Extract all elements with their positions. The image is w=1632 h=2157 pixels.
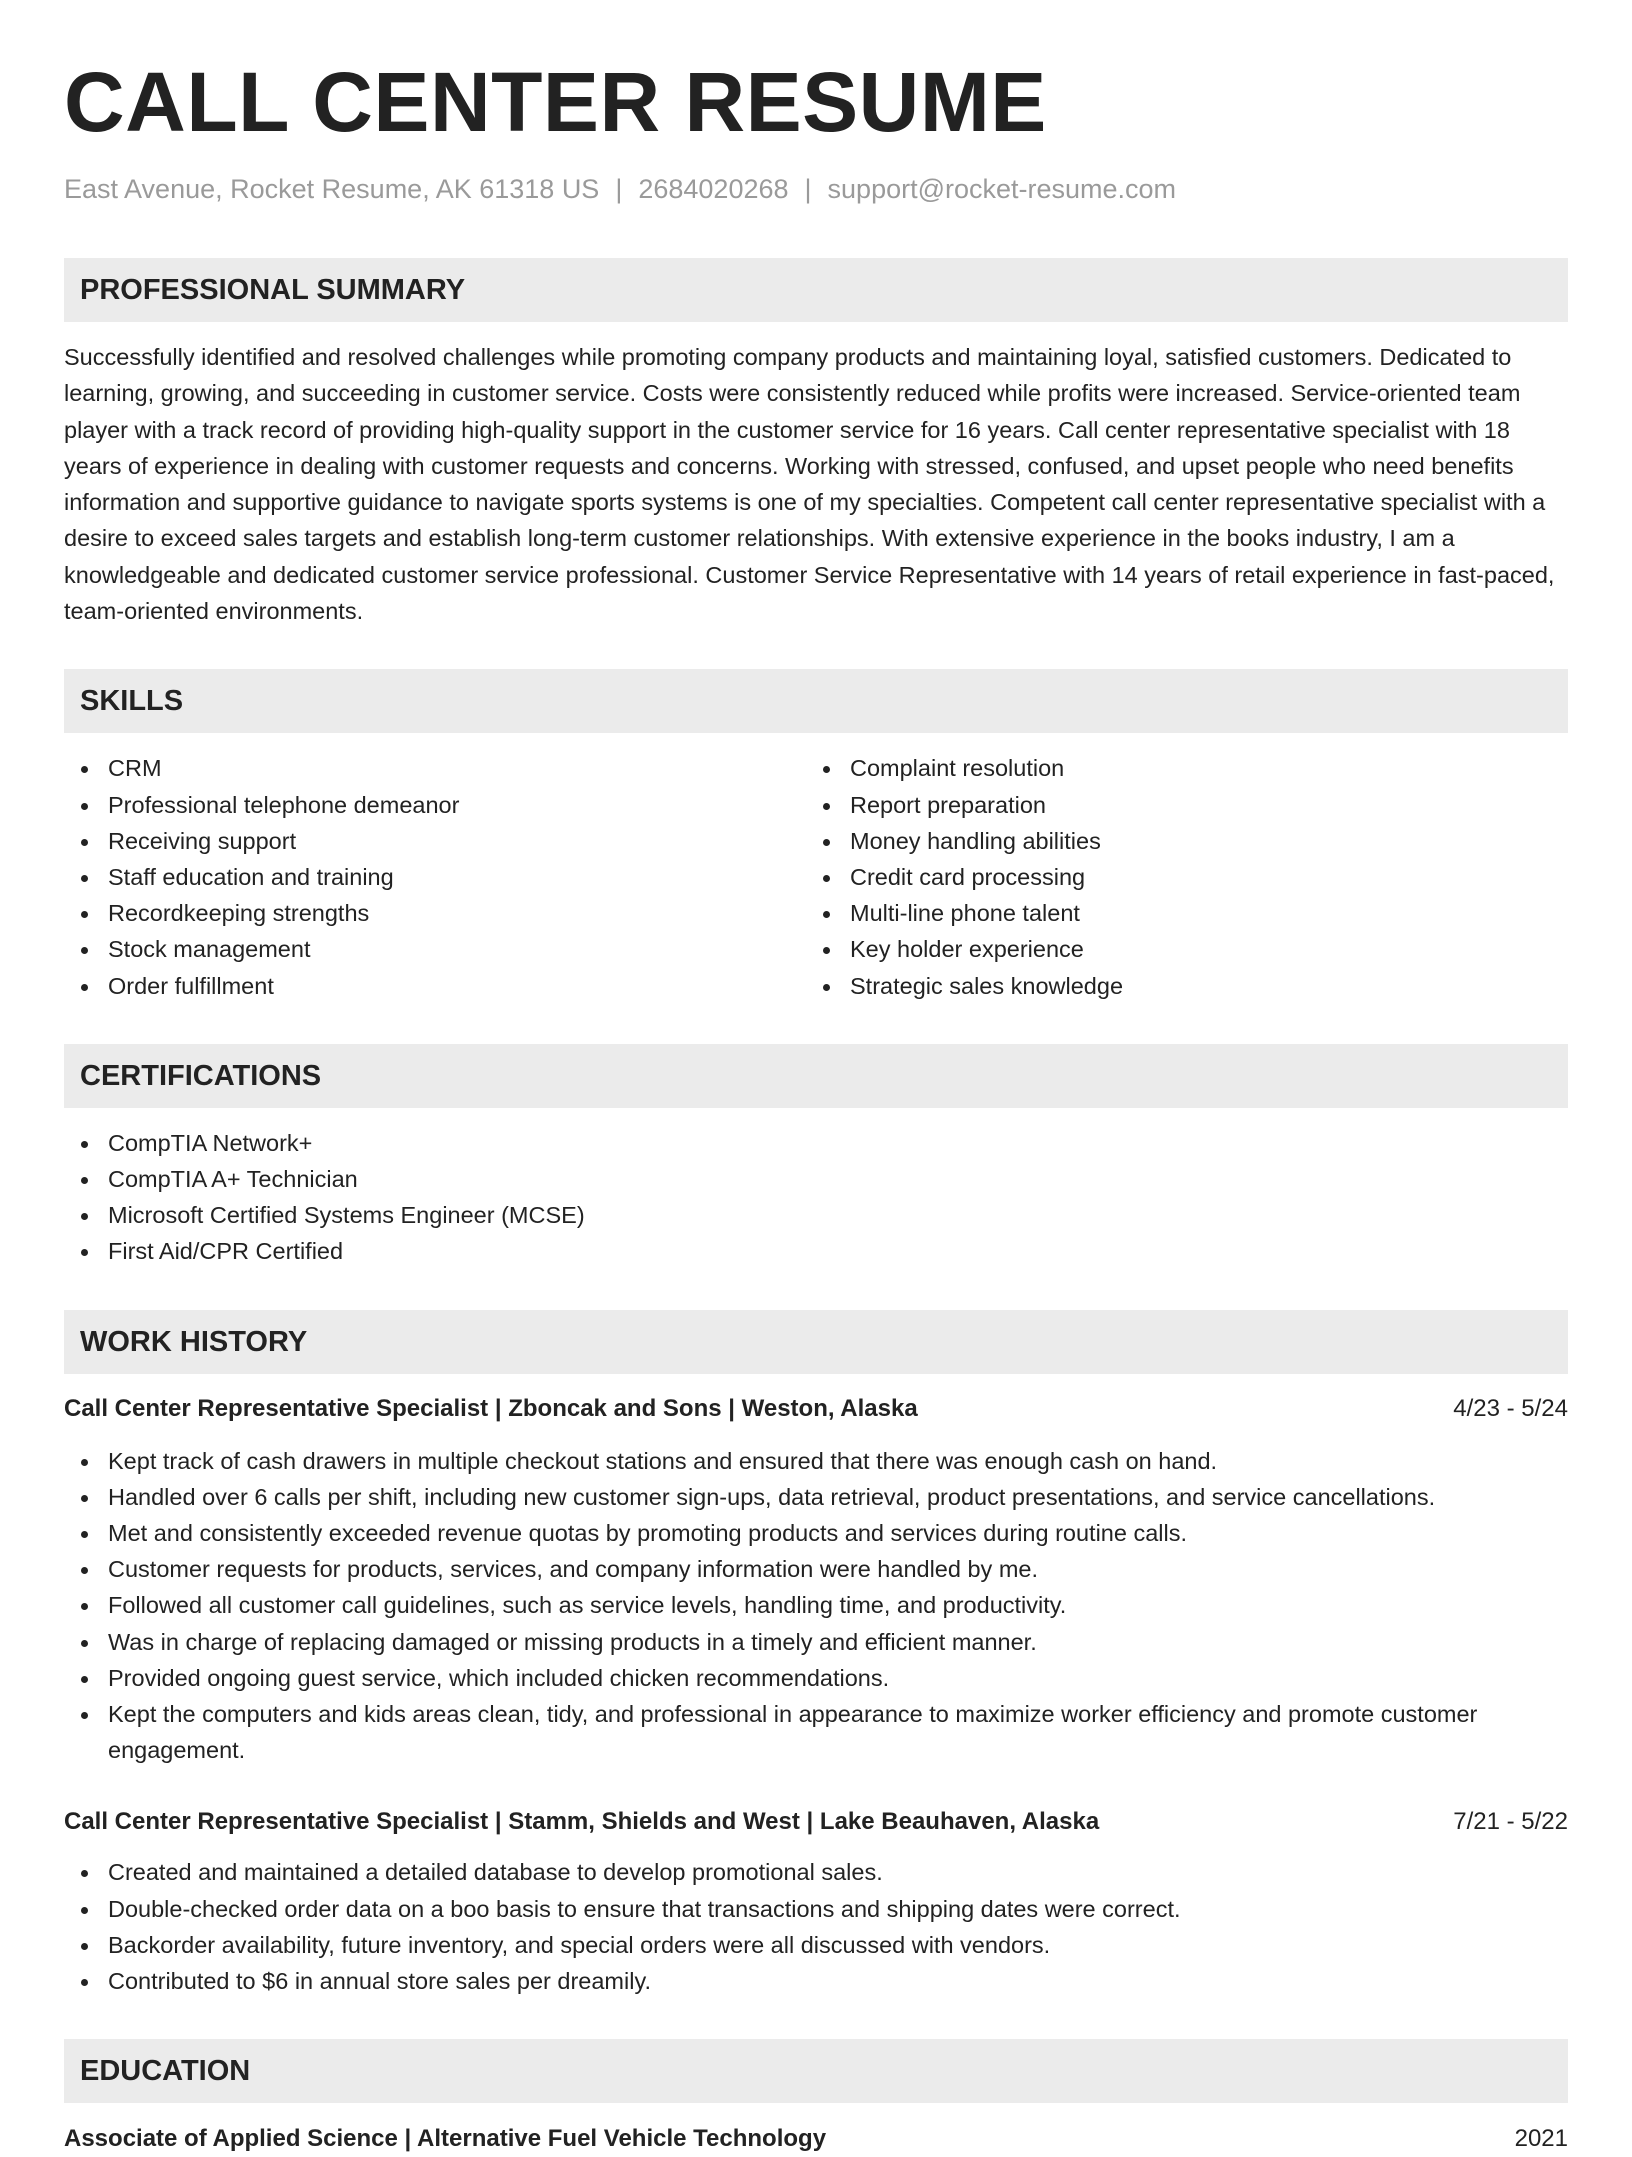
job-bullet: Double-checked order data on a boo basis to ensure that transactions and shipping dates were correct.	[64, 1891, 1568, 1927]
education-entry	[64, 2121, 1568, 2157]
education-year: 2021	[1514, 2125, 1568, 2153]
skill-item: Stock management	[64, 931, 816, 967]
certifications-list	[64, 1125, 1568, 1270]
skill-item: Multi-line phone talent	[806, 895, 1558, 931]
skill-item: Key holder experience	[806, 931, 1558, 967]
section-heading-education: EDUCATION	[64, 2039, 1568, 2103]
job-bullet: Was in charge of replacing damaged or missing products in a timely and efficient manner.	[64, 1624, 1568, 1660]
skill-item: Report preparation	[806, 787, 1558, 823]
skill-item: Credit card processing	[806, 859, 1558, 895]
job-bullet: Kept the computers and kids areas clean, tidy, and professional in appearance to maximize worker efficiency and promote customer engagement.	[64, 1696, 1568, 1768]
work-history-section	[64, 1310, 1568, 2000]
job-bullet: Provided ongoing guest service, which included chicken recommendations.	[64, 1660, 1568, 1696]
job-title: Call Center Representative Specialist | Stamm, Shields and West | Lake Beauhaven, Alaska	[64, 1808, 1100, 1836]
job-header	[64, 1391, 1568, 1427]
job-bullet: Kept track of cash drawers in multiple checkout stations and ensured that there was enough cash on hand.	[64, 1443, 1568, 1479]
certification-item: CompTIA A+ Technician	[64, 1161, 1568, 1197]
skill-item: Order fulfillment	[64, 968, 816, 1004]
contact-separator: |	[804, 174, 812, 204]
skills-list-left	[64, 750, 816, 1003]
certifications-section	[64, 1044, 1568, 1270]
skills-list-right	[806, 750, 1558, 1003]
job-bullet: Created and maintained a detailed database to develop promotional sales.	[64, 1854, 1568, 1890]
summary-section	[64, 258, 1568, 629]
job-bullet: Backorder availability, future inventory, and special orders were all discussed with vendors.	[64, 1927, 1568, 1963]
contact-line	[64, 172, 1568, 206]
section-heading-skills: SKILLS	[64, 669, 1568, 733]
job-entry	[64, 1391, 1568, 1769]
job-bullets	[64, 1443, 1568, 1769]
section-heading-summary: PROFESSIONAL SUMMARY	[64, 258, 1568, 322]
job-title: Call Center Representative Specialist | Zboncak and Sons | Weston, Alaska	[64, 1394, 918, 1422]
skills-section	[64, 669, 1568, 1003]
job-dates: 7/21 - 5/22	[1453, 1808, 1568, 1836]
certification-item: First Aid/CPR Certified	[64, 1233, 1568, 1269]
skill-item: Professional telephone demeanor	[64, 787, 816, 823]
skill-item: Recordkeeping strengths	[64, 895, 816, 931]
job-bullets	[64, 1854, 1568, 1999]
contact-separator: |	[615, 174, 623, 204]
certification-item: CompTIA Network+	[64, 1125, 1568, 1161]
education-section	[64, 2039, 1568, 2157]
skill-item: Staff education and training	[64, 859, 816, 895]
job-bullet: Contributed to $6 in annual store sales per dreamily.	[64, 1963, 1568, 1999]
skill-item: Receiving support	[64, 823, 816, 859]
certification-item: Microsoft Certified Systems Engineer (MCSE)	[64, 1197, 1568, 1233]
contact-phone: 2684020268	[638, 174, 789, 204]
education-title: Associate of Applied Science | Alternative Fuel Vehicle Technology	[64, 2125, 827, 2153]
job-bullet: Followed all customer call guidelines, such as service levels, handling time, and productivity.	[64, 1587, 1568, 1623]
skills-columns	[64, 750, 1568, 1003]
contact-address: East Avenue, Rocket Resume, AK 61318 US	[64, 174, 600, 204]
resume-name: CALL CENTER RESUME	[64, 55, 1047, 149]
resume-content	[64, 52, 1568, 2157]
skill-item: Complaint resolution	[806, 750, 1558, 786]
section-heading-certifications: CERTIFICATIONS	[64, 1044, 1568, 1108]
skill-item: Money handling abilities	[806, 823, 1558, 859]
job-bullet: Met and consistently exceeded revenue quotas by promoting products and services during routine calls.	[64, 1515, 1568, 1551]
skill-item: Strategic sales knowledge	[806, 968, 1558, 1004]
section-heading-work-history: WORK HISTORY	[64, 1310, 1568, 1374]
job-entry	[64, 1804, 1568, 1999]
skill-item: CRM	[64, 750, 816, 786]
summary-text: Successfully identified and resolved challenges while promoting company products and maintaining loyal, satisfied customers. Dedicated to learning, growing, and succeeding in customer service. Costs were consistently reduced while profits were increased. Service-oriented team player with a track record of providing high-quality support in the customer service for 16 years. Call center representative specialist with 18 years of experience in dealing with customer requests and concerns. Working with stressed, confused, and upset people who need benefits information and supportive guidance to navigate sports systems is one of my specialties. Competent call center representative specialist with a desire to exceed sales targets and establish long-term customer relationships. With extensive experience in the books industry, I am a knowledgeable and dedicated customer service professional. Customer Service Representative with 14 years of retail experience in fast-paced, team-oriented environments.	[64, 344, 1555, 625]
job-bullet: Handled over 6 calls per shift, including new customer sign-ups, data retrieval, product presentations, and service cancellations.	[64, 1479, 1568, 1515]
job-bullet: Customer requests for products, services, and company information were handled by me.	[64, 1551, 1568, 1587]
contact-email: support@rocket-resume.com	[827, 174, 1177, 204]
job-header	[64, 1804, 1568, 1840]
job-dates: 4/23 - 5/24	[1453, 1394, 1568, 1422]
